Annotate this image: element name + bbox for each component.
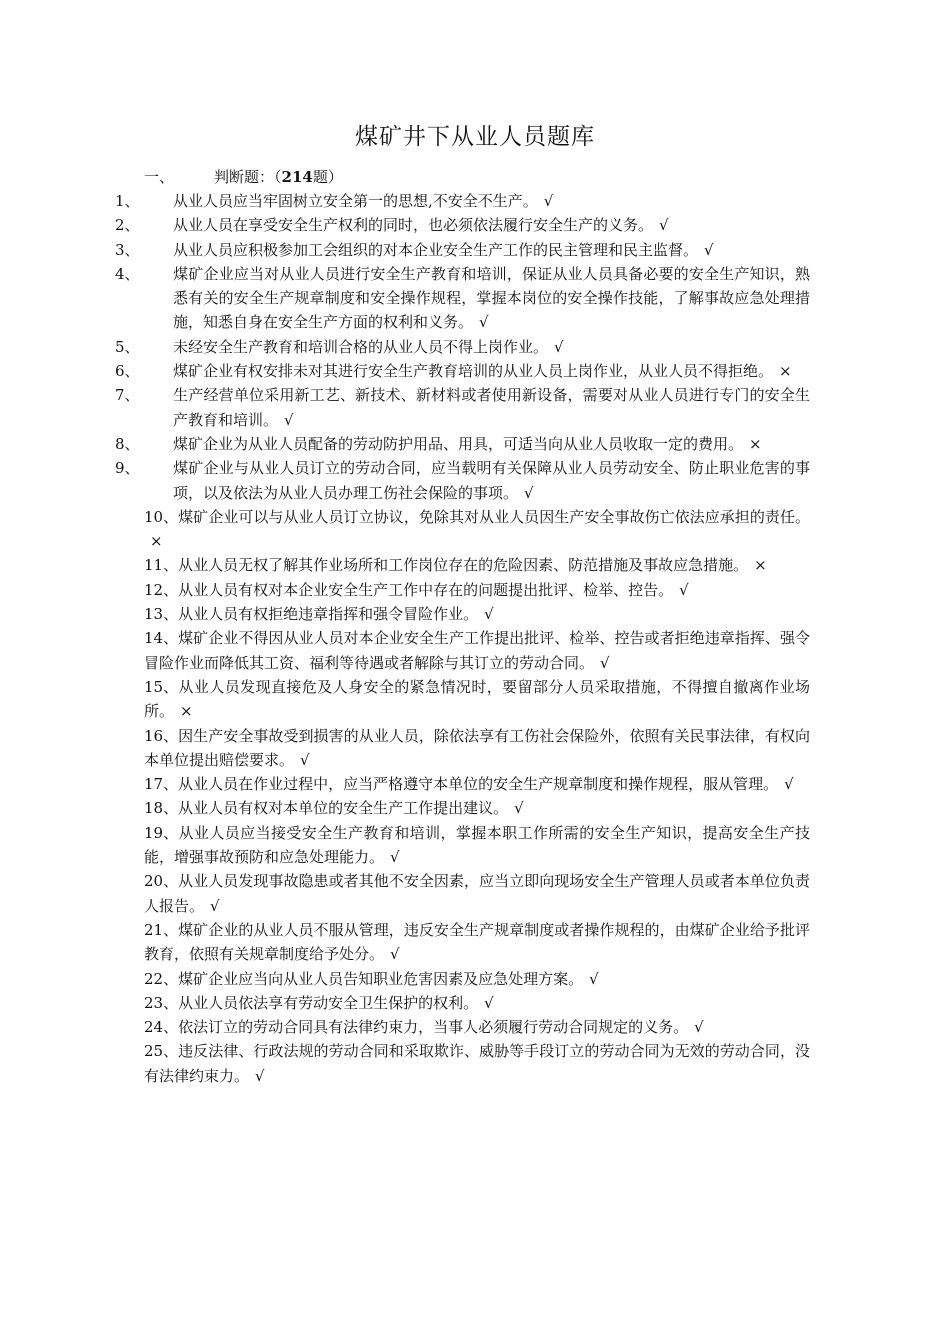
question-number: 8、 <box>115 434 140 453</box>
question-item <box>144 1015 810 1039</box>
answer-mark: √ <box>300 750 310 769</box>
question-text: 从业人员应积极参加工会组织的对本企业安全生产工作的民主管理和民主监督。 <box>173 240 699 259</box>
question-text: 从业人员在作业过程中，应当严格遵守本单位的安全生产规章制度和操作规程，服从管理。 <box>178 775 779 794</box>
question-number: 20、 <box>144 872 179 891</box>
question-item <box>144 724 810 773</box>
question-number: 19、 <box>144 823 179 842</box>
question-text: 从业人员发现直接危及人身安全的紧急情况时，要留部分人员采取措施，不得擅自撤离作业场所。 <box>144 677 810 721</box>
question-number: 17、 <box>144 775 179 794</box>
question-text: 从业人员无权了解其作业场所和工作岗位存在的危险因素、防范措施及事故应急措施。 <box>178 556 749 575</box>
question-number: 11、 <box>144 556 179 575</box>
answer-mark: √ <box>284 410 294 429</box>
question-text: 生产经营单位采用新工艺、新技术、新材料或者使用新设备，需要对从业人员进行专门的安全生产教育和培训。 <box>173 386 810 429</box>
question-number: 14、 <box>144 629 179 648</box>
question-number: 22、 <box>144 969 179 988</box>
answer-mark: √ <box>679 580 689 599</box>
question-item <box>144 796 810 820</box>
question-item <box>115 262 810 335</box>
answer-mark: × <box>180 702 193 721</box>
section-number: 一、 <box>144 168 175 186</box>
question-number: 15、 <box>144 677 179 696</box>
section-count: 214 <box>281 168 313 186</box>
document-title: 煤矿井下从业人员题库 <box>355 124 595 150</box>
answer-mark: × <box>754 556 767 575</box>
question-number: 2、 <box>115 216 140 235</box>
question-item <box>144 1039 810 1088</box>
answer-mark: √ <box>524 483 534 502</box>
question-text: 未经安全生产教育和培训合格的从业人员不得上岗作业。 <box>173 337 549 356</box>
question-item <box>115 383 810 432</box>
question-number: 1、 <box>115 192 140 210</box>
question-number: 6、 <box>115 362 140 381</box>
question-number: 3、 <box>115 240 140 259</box>
question-item <box>115 238 810 262</box>
question-text: 煤矿企业为从业人员配备的劳动防护用品、用具，可适当向从业人员收取一定的费用。 <box>173 434 744 453</box>
question-item <box>144 553 810 577</box>
answer-mark: √ <box>514 799 524 818</box>
question-item <box>144 821 810 870</box>
question-item <box>115 189 810 213</box>
answer-mark: √ <box>704 240 714 259</box>
answer-mark: √ <box>589 969 599 988</box>
answer-mark: √ <box>484 993 494 1012</box>
question-number: 10、 <box>144 507 179 526</box>
answer-mark: √ <box>390 945 400 964</box>
question-text: 从业人员应当牢固树立安全第一的思想,不安全不生产。 <box>173 192 538 210</box>
answer-mark: √ <box>659 216 669 235</box>
question-text: 从业人员依法享有劳动安全卫生保护的权利。 <box>178 993 479 1012</box>
question-number: 23、 <box>144 993 179 1012</box>
question-text: 煤矿企业应当向从业人员告知职业危害因素及应急处理方案。 <box>178 969 584 988</box>
question-item <box>144 675 810 724</box>
question-text: 从业人员在享受安全生产权利的同时，也必须依法履行安全生产的义务。 <box>173 216 654 235</box>
question-item <box>144 918 810 967</box>
answer-mark: × <box>150 532 163 551</box>
question-item <box>144 967 810 991</box>
question-text: 煤矿企业有权安排未对其进行安全生产教育培训的从业人员上岗作业，从业人员不得拒绝。 <box>173 362 774 381</box>
section-label: 判断题：（ <box>214 168 282 186</box>
question-number: 9、 <box>115 459 140 478</box>
question-text: 煤矿企业不得因从业人员对本企业安全生产工作提出批评、检举、控告或者拒绝违章指挥、强令冒险作业而降低其工资、福利等待遇或者解除与其订立的劳动合同。 <box>144 629 810 672</box>
question-text: 违反法律、行政法规的劳动合同和采取欺诈、威胁等手段订立的劳动合同为无效的劳动合同，没有法律约束力。 <box>144 1042 810 1085</box>
answer-mark: √ <box>210 896 220 915</box>
question-text: 煤矿企业可以与从业人员订立协议，免除其对从业人员因生产安全事故伤亡依法应承担的责任。 <box>178 507 810 526</box>
question-item <box>115 456 810 505</box>
question-item <box>144 772 810 796</box>
question-number: 24、 <box>144 1018 179 1037</box>
question-item <box>115 335 810 359</box>
question-item <box>144 578 810 602</box>
question-item <box>144 869 810 918</box>
section-heading <box>144 165 343 189</box>
question-item <box>115 432 810 456</box>
answer-mark: √ <box>255 1066 265 1085</box>
question-text: 从业人员有权对本单位的安全生产工作提出建议。 <box>178 799 509 818</box>
question-number: 5、 <box>115 337 140 356</box>
question-text: 从业人员有权对本企业安全生产工作中存在的问题提出批评、检举、控告。 <box>178 580 674 599</box>
answer-mark: √ <box>390 848 400 867</box>
question-item <box>144 991 810 1015</box>
question-text: 因生产安全事故受到损害的从业人员，除依法享有工伤社会保险外，依照有关民事法律，有权向本单位提出赔偿要求。 <box>144 726 810 769</box>
question-number: 7、 <box>115 386 140 405</box>
answer-mark: √ <box>479 313 489 332</box>
answer-mark: √ <box>554 337 564 356</box>
question-item <box>115 359 810 383</box>
answer-mark: √ <box>784 775 794 794</box>
question-number: 25、 <box>144 1042 179 1061</box>
answer-mark: √ <box>694 1018 704 1037</box>
question-number: 13、 <box>144 605 179 624</box>
question-text: 从业人员应当接受安全生产教育和培训，掌握本职工作所需的安全生产知识，提高安全生产技能，增强事故预防和应急处理能力。 <box>144 823 810 867</box>
question-number: 4、 <box>115 264 140 283</box>
question-item <box>144 626 810 675</box>
answer-mark: √ <box>484 605 494 624</box>
question-number: 21、 <box>144 920 179 939</box>
question-text: 煤矿企业的从业人员不服从管理，违反安全生产规章制度或者操作规程的，由煤矿企业给予批评教育，依照有关规章制度给予处分。 <box>144 920 810 964</box>
question-item <box>144 602 810 626</box>
question-number: 18、 <box>144 799 179 818</box>
question-text: 从业人员发现事故隐患或者其他不安全因素，应当立即向现场安全生产管理人员或者本单位负责人报告。 <box>144 872 810 915</box>
answer-mark: √ <box>543 192 554 210</box>
question-text: 依法订立的劳动合同具有法律约束力，当事人必须履行劳动合同规定的义务。 <box>178 1018 689 1037</box>
section-suffix: 题） <box>312 168 343 186</box>
question-list <box>115 189 810 1088</box>
question-number: 16、 <box>144 726 179 745</box>
question-text: 煤矿企业与从业人员订立的劳动合同，应当载明有关保障从业人员劳动安全、防止职业危害的事项，以及依法为从业人员办理工伤社会保险的事项。 <box>173 459 810 502</box>
question-text: 从业人员有权拒绝违章指挥和强令冒险作业。 <box>178 605 479 624</box>
question-item <box>144 505 810 554</box>
question-text: 煤矿企业应当对从业人员进行安全生产教育和培训，保证从业人员具备必要的安全生产知识，熟悉有关的安全生产规章制度和安全操作规程，掌握本岗位的安全操作技能，了解事故应急处理措施，知悉自身在安全生产方面的权利和义务。 <box>173 264 810 332</box>
answer-mark: × <box>749 434 762 453</box>
answer-mark: √ <box>600 653 610 672</box>
answer-mark: × <box>779 362 792 381</box>
question-item <box>115 213 810 237</box>
question-number: 12、 <box>144 580 179 599</box>
